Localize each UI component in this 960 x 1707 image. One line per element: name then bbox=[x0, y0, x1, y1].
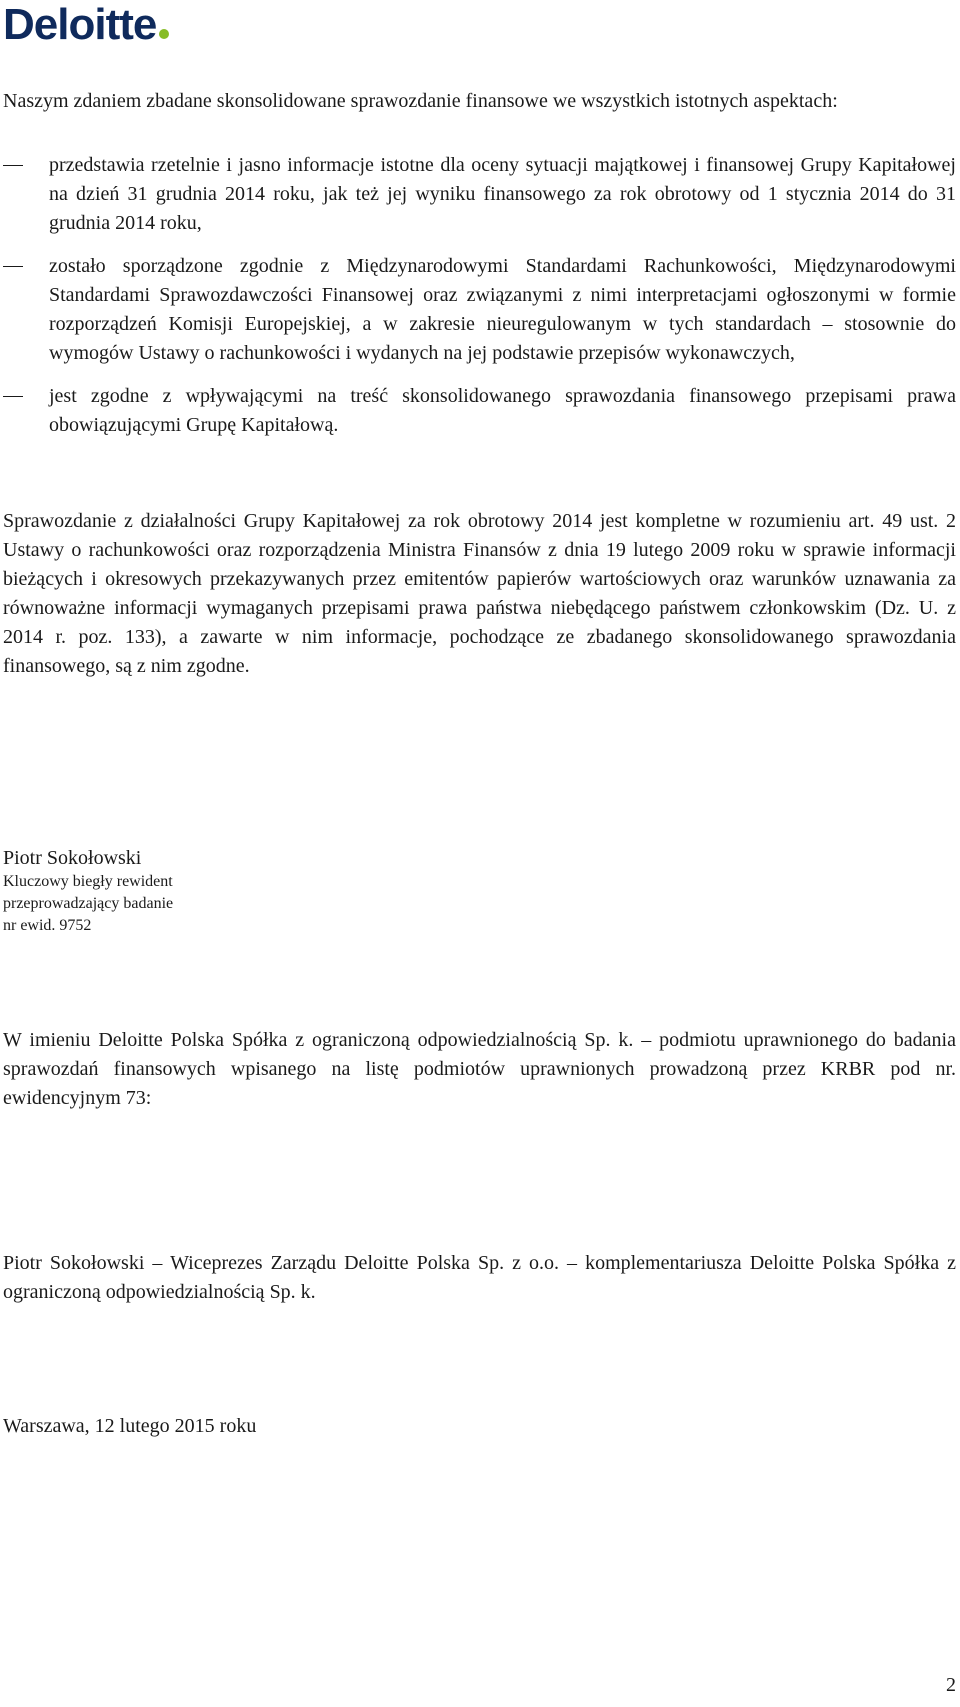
list-item bbox=[3, 252, 956, 368]
report-compliance-paragraph: Sprawozdanie z działalności Grupy Kapitałowej za rok obrotowy 2014 jest kompletne w rozumieniu art. 49 ust. 2 Ustawy o rachunkowości oraz rozporządzenia Ministra Finansów z dnia 19 lutego 2009 roku w sprawie informacji bieżących i okresowych przekazywanych przez emitentów papierów wartościowych oraz warunków uznawania za równoważne informacji wymaganych przepisami prawa państwa niebędącego państwem członkowskim (Dz. U. z 2014 r. poz. 133), a zawarte w nim informacje, pochodzące ze zbadanego skonsolidowanego sprawozdania finansowego, są z nim zgodne. bbox=[3, 510, 956, 677]
document-page bbox=[3, 0, 956, 1707]
auditor-role: Kluczowy biegły rewident bbox=[3, 873, 173, 890]
bullet-text: zostało sporządzone zgodnie z Międzynarodowymi Standardami Rachunkowości, Międzynarodowymi Standardami Sprawozdawczości Finansowej oraz związanymi z nimi interpretacjami ogłoszonymi w formie rozporządzeń Komisji Europejskiej, a w zakresie nieuregulowanym w tych standardach – stosownie do wymogów Ustawy o rachunkowości i wydanych na jej podstawie przepisów wykonawczych, bbox=[49, 255, 956, 364]
auditor-name: Piotr Sokołowski bbox=[3, 847, 142, 869]
place-and-date: Warszawa, 12 lutego 2015 roku bbox=[3, 1415, 257, 1437]
bullet-text: jest zgodne z wpływającymi na treść skonsolidowanego sprawozdania finansowego przepisami prawa obowiązującymi Grupę Kapitałową. bbox=[49, 385, 956, 436]
opinion-bullet-list bbox=[3, 151, 956, 454]
list-item bbox=[3, 382, 956, 440]
firm-authorization-paragraph: W imieniu Deloitte Polska Spółka z ograniczoną odpowiedzialnością Sp. k. – podmiotu uprawnionego do badania sprawozdań finansowych wpisanego na listę podmiotów uprawnionych prowadzoną przez KRBR pod nr. ewidencyjnym 73: bbox=[3, 1029, 956, 1109]
second-signatory-paragraph: Piotr Sokołowski – Wiceprezes Zarządu Deloitte Polska Sp. z o.o. – komplementariusza Deloitte Polska Spółka z ograniczoną odpowiedzialnością Sp. k. bbox=[3, 1252, 956, 1303]
bullet-text: przedstawia rzetelnie i jasno informacje istotne dla oceny sytuacji majątkowej i finansowej Grupy Kapitałowej na dzień 31 grudnia 2014 roku, jak też jej wyniku finansowego za rok obrotowy od 1 stycznia 2014 do 31 grudnia 2014 roku, bbox=[49, 154, 956, 234]
logo-text: Deloitte bbox=[3, 0, 157, 49]
auditor-role-line2: przeprowadzający badanie bbox=[3, 895, 174, 912]
dash-bullet-icon bbox=[3, 396, 23, 397]
list-item bbox=[3, 151, 956, 238]
dash-bullet-icon bbox=[3, 266, 23, 267]
key-auditor-signature bbox=[3, 845, 956, 937]
page-number: 2 bbox=[946, 1674, 956, 1696]
deloitte-logo bbox=[3, 2, 169, 48]
opinion-intro: Naszym zdaniem zbadane skonsolidowane sprawozdanie finansowe we wszystkich istotnych aspektach: bbox=[3, 90, 838, 112]
logo-dot-icon bbox=[159, 29, 169, 39]
dash-bullet-icon bbox=[3, 165, 23, 166]
auditor-registration-number: nr ewid. 9752 bbox=[3, 917, 92, 934]
